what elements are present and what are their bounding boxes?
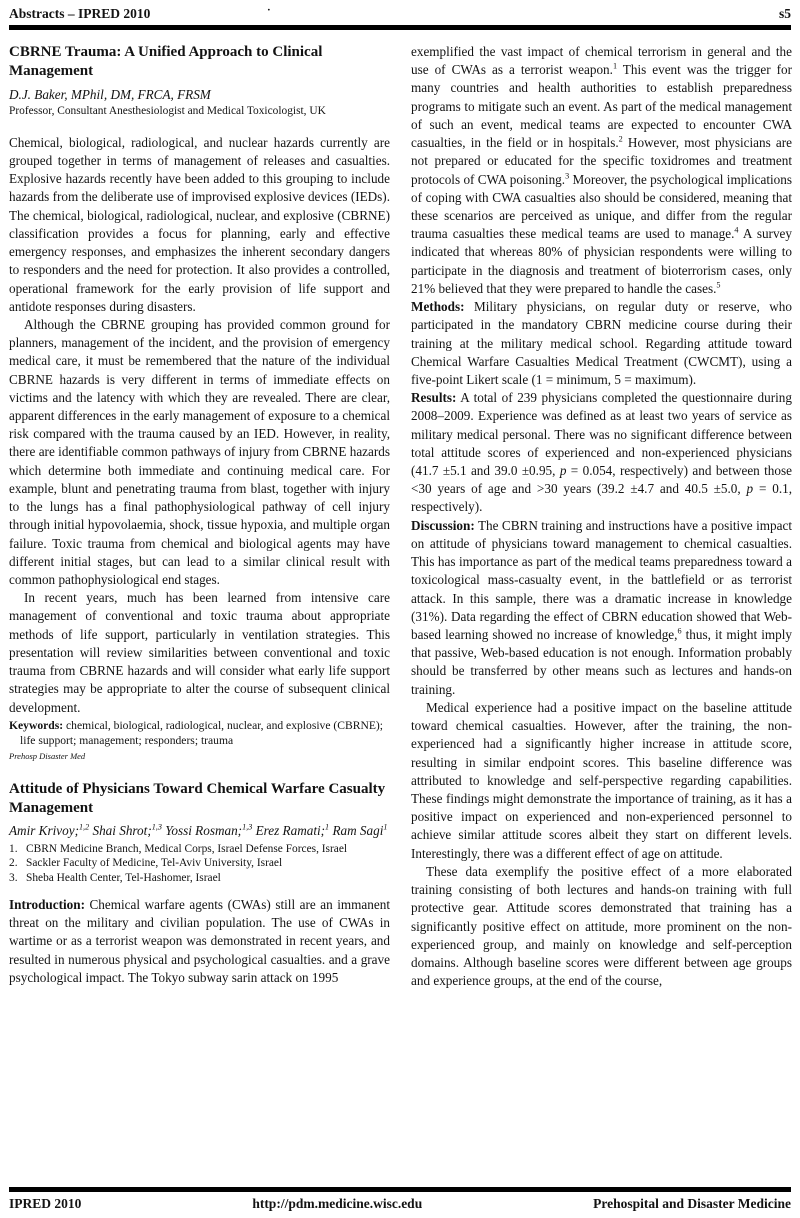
abstract2-authors: Amir Krivoy;$^{1,2}$ Shai Shrot;$^{1,3}$ Yossi Rosman;$^{1,3}$ Erez Ramati;$^1$ Ram Sagi$^1$	[9, 823, 388, 839]
running-head: Abstracts – IPRED 2010	[9, 6, 151, 21]
page-footer	[9, 1196, 791, 1212]
affiliation-text: Sackler Faculty of Medicine, Tel-Aviv University, Israel	[26, 857, 283, 870]
page-number: s5	[778, 6, 791, 21]
footer-journal-url[interactable]: http://pdm.medicine.wisc.edu	[252, 1196, 423, 1211]
affiliation-number: 1.	[9, 842, 18, 855]
affiliation-item	[9, 871, 390, 886]
affiliation-number: 2.	[9, 857, 18, 870]
abstract2-affiliation-list	[9, 842, 390, 886]
footer-rule	[9, 1187, 791, 1192]
abstract1-paragraph: In recent years, much has been learned from intensive care management of conventional and toxic trauma about appropriate methods of life support, particularly in ventilation strategies. This presentation will review similarities between conventional and toxic trauma from CBRNE hazards and will consider what early life support strategies may be appropriate to alter the course of subsequent clinical development.	[9, 590, 390, 715]
abstract1-authors: D.J. Baker, MPhil, DM, FRCA, FRSM	[9, 86, 211, 102]
abstract2-results: Results: A total of 239 physicians completed the questionnaire during 2008–2009. Experience was defined as at least two years of service as military medical personal. There was no significant difference between total attitude scores of experienced and non-experienced physicians (41.7 ±5.1 and 39.0 ±0.95, p = 0.054, respectively) and between those <30 years of age and >30 years (39.2 ±4.7 and 40.5 ±5.0, p = 0.1, respectively).	[411, 390, 793, 515]
affiliation-text: CBRN Medicine Branch, Medical Corps, Israel Defense Forces, Israel	[26, 842, 348, 855]
abstract2-title: Attitude of Physicians Toward Chemical Warfare Casualty Management	[9, 780, 386, 816]
abstract1-affiliation: Professor, Consultant Anesthesiologist and Medical Toxicologist, UK	[9, 104, 326, 117]
abstract1-paragraph: Although the CBRNE grouping has provided common ground for planners, management of the incident, and the provision of emergency medical care, it must be remembered that the nature of the individual CBRNE hazards is very different in terms of immediate effects on victims and the latency with which they are revealed. There are clear, apparent differences in the early management of exposure to a chemical risk compared with the trauma caused by an IED. However, in reality, there are identifiable common pathways of injury from CBRNE hazards which determine both immediate and continuing medical care. For example, blunt and penetrating trauma from blast, together with injury to the lungs has a final pathophysiological pathway of cell injury through initial hypovolaemia, shock, tissue hypoxia, and multiple organ failure. Toxic trauma from chemical and biological agents may have different initial stages, but can lead to a similar clinical result with common pathophysiological end stages.	[9, 316, 390, 588]
abstract2-discussion-paragraph: Medical experience had a positive impact on the baseline attitude toward chemical casualties. However, after the training, the non-experienced had a significantly higher increase in attitude score, resulting in similar endpoint scores. This baseline difference was attributed to knowledge and self-perspective regarding capabilities. These findings might demonstrate the importance of training, as it has a positive impact on experienced and non-experienced personnel to achieve similar attitude scores albeit they start on different levels. Interestingly, there was a different effect of age on attitude.	[411, 699, 792, 861]
abstract2-methods: Methods: Military physicians, on regular duty or reserve, who participated in the mandatory CBRN medicine course during their training at the military medical school. Regarding attitude toward Chemical Warfare Casualties Medical Treatment (CWCMT), using a five-point Likert scale (1 = minimum, 5 = maximum).	[411, 299, 792, 387]
left-column	[9, 43, 390, 990]
abstract1-citation: Prehosp Disaster Med	[9, 750, 86, 761]
abstract2-discussion-paragraph: These data exemplify the positive effect of a more elaborated training consisting of both lectures and hands-on training with full protective gear. Attitude scores demonstrated that training has a significantly positive effect on attitude, more prominent on the non-experienced group, and mainly on knowledge and self-perception domains. Although baseline scores were different between age groups and experience groups, at the end of the course,	[411, 863, 792, 989]
abstract2-discussion: Discussion: The CBRN training and instructions have a positive impact on attitude of physicians toward management to chemical casualties. This has importance as part of the medical teams preparedness toward a toxicological mass-casualty event, in the battlefield or as terrorist attack. In this sample, there was a dramatic increase in knowledge (31%). Data regarding the effect of CBRN education showed that Web-based learning showed no increase of knowledge,$^6$ thus, it might imply that passive, Web-based education is not enough. Information probably should be transferred by other means such as lectures and hands-on training.	[411, 517, 792, 697]
right-column	[411, 43, 792, 990]
abstract1-title: CBRNE Trauma: A Unified Approach to Clinical Management	[9, 44, 323, 79]
affiliation-text: Sheba Health Center, Tel-Hashomer, Israel	[26, 872, 221, 885]
page-header	[9, 4, 791, 25]
two-column-body	[9, 43, 791, 990]
affiliation-number: 3.	[9, 872, 18, 885]
abstract2-introduction-continued: exemplified the vast impact of chemical terrorism in general and the use of CWAs as a terrorist weapon.$^1$ This event was the trigger for many countries and health authorities to establish preparedness programs to mitigate such an event. As part of the medical management of such an event, medical teams are expected to encounter CWA casualties, in the field or in hospitals.$^2$ However, most physicians are not prepared or educated for the specific toxidromes and treatment protocols of CWA poisoning.$^3$ Moreover, the psychological implications of coping with CWA casualties also should be considered, meaning that these scenarios are perceived as unique, and differ from the regular trauma casualties these medical teams are used to manage.$^4$ A survey indicated that whereas 80% of physician respondents were willing to participate in the diagnosis and treatment of bioterrorism cases, only 21% believed that they were prepared to handle the cases.$^5$	[411, 44, 792, 296]
abstract2-introduction: Introduction: Chemical warfare agents (CWAs) still are an immanent threat on the military and civilian population. The use of CWAs in wartime or as a terrorist weapon was demonstrated in recent years, and resulted in numerous physical and psychological casualties. and a grave psychological impact. The Tokyo subway sarin attack on 1995	[9, 897, 390, 985]
affiliation-item	[9, 842, 390, 857]
header-rule	[9, 25, 791, 30]
footer-journal-name: Prehospital and Disaster Medicine	[593, 1196, 791, 1211]
abstract1-paragraph: Chemical, biological, radiological, and nuclear hazards currently are grouped together in terms of management of releases and casualties. Explosive hazards recently have been added to this grouping to include hazards from the deliberate use of improvised explosive devices (IEDs). The chemical, biological, radiological, nuclear, and explosive (CBRNE) classification provides a focus for planning, early and effective emergency responses, and emphasizes the inherent secondary dangers to responders and the need for protection. It also provides a controlled, operational framework for the early provision of life support and antidote responses during disasters.	[9, 134, 390, 314]
footer-journal-issue: IPRED 2010	[9, 1196, 82, 1211]
abstract1-keywords: Keywords: chemical, biological, radiological, nuclear, and explosive (CBRNE); life support; management; responders; trauma	[9, 718, 383, 747]
affiliation-item	[9, 856, 390, 871]
header-dot: ·	[267, 4, 271, 16]
